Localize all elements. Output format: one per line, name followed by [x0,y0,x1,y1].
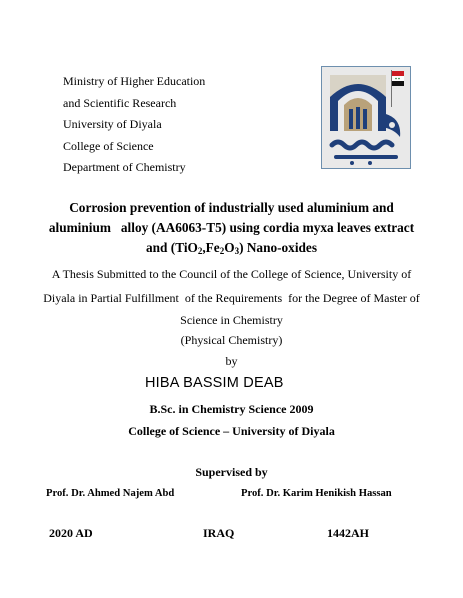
thesis-title-line-1: Corrosion prevention of industrially used aluminium and [69,200,394,215]
ministry-block [63,71,205,179]
author-degree: B.Sc. in Chemistry Science 2009 [149,402,314,416]
title-text: O [224,240,235,255]
title-text: ) Nano-oxides [239,240,317,255]
country: IRAQ [203,526,235,540]
university-of-diyala-logo-icon [322,67,410,168]
ministry-line: and Scientific Research [63,95,177,110]
thesis-description-line-3: Science in Chemistry [180,313,283,327]
ministry-line: Ministry of Higher Education [63,74,206,88]
university-logo [321,66,411,169]
thesis-description-line-1: A Thesis Submitted to the Council of the College of Science, University of [51,267,412,281]
thesis-title-line-3 [0,238,463,258]
college-line: College of Science [63,138,154,153]
by-label: by [225,354,238,368]
university-line: University of Diyala [63,117,162,132]
year-ad: 2020 AD [49,526,93,540]
supervisor-2: Prof. Dr. Karim Henikish Hassan [241,488,392,499]
supervised-by-heading: Supervised by [195,465,268,479]
title-text: ,Fe [202,240,220,255]
thesis-description-line-2: Diyala in Partial Fulfillment of the Requirements for the Degree of Master of [43,291,420,305]
year-ah: 1442AH [327,526,369,540]
title-subscript: 2 [197,246,203,256]
title-subscript: 3 [234,246,240,256]
title-text: and (TiO [146,240,198,255]
specialization: (Physical Chemistry) [180,333,283,347]
title-subscript: 2 [219,246,225,256]
department-line: Department of Chemistry [63,160,186,175]
thesis-title-line-2: aluminium alloy (AA6063-T5) using cordia myxa leaves extract [48,220,415,235]
supervisor-1: Prof. Dr. Ahmed Najem Abd [46,488,175,499]
author-name: HIBA BASSIM DEAB [145,375,284,391]
author-college: College of Science – University of Diyala [128,424,335,438]
